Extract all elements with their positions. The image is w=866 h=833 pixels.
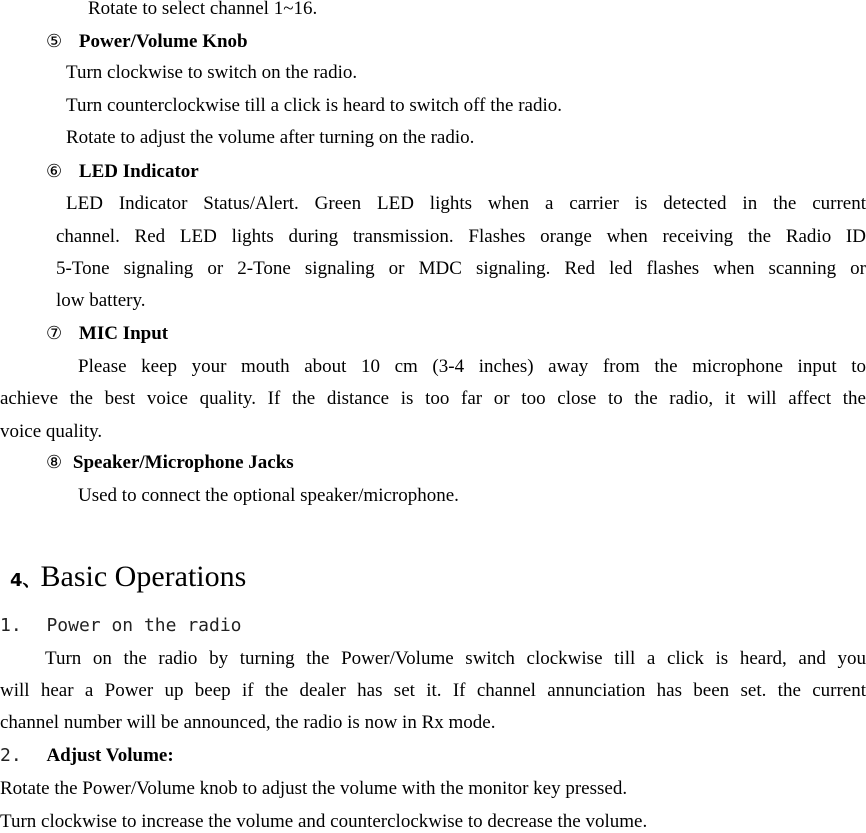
op-number: 1. [0, 615, 22, 636]
item-text-line: low battery. [56, 290, 146, 311]
item-title: MIC Input [78, 323, 169, 344]
section-heading [10, 560, 246, 598]
op-title: Power on the radio [46, 615, 242, 636]
item-number: ⑤ [46, 31, 63, 52]
intro-line: Rotate to select channel 1~16. [88, 0, 318, 19]
item-text-line: channel. Red LED lights during transmission. Flashes orange when receiving the Radio ID [56, 226, 866, 247]
item-title: Speaker/Microphone Jacks [72, 452, 294, 473]
item-heading-speaker-mic-jacks [46, 452, 294, 474]
item-text-line: Turn counterclockwise till a click is heard to switch off the radio. [66, 95, 562, 116]
item-text-line: voice quality. [0, 421, 103, 442]
item-title: Power/Volume Knob [78, 31, 248, 52]
item-number: ⑥ [46, 161, 63, 182]
op-text-line: Turn clockwise to increase the volume and counterclockwise to decrease the volume. [0, 811, 648, 832]
item-text-line: achieve the best voice quality. If the distance is too far or too close to the radio, it will affect the [0, 388, 866, 409]
op-text-line: channel number will be announced, the radio is now in Rx mode. [0, 712, 496, 733]
item-text-line: Please keep your mouth about 10 cm (3-4 inches) away from the microphone input to [78, 356, 866, 377]
op-text-line: will hear a Power up beep if the dealer has set it. If channel annunciation has been set. the current [0, 680, 866, 701]
item-text-line: Used to connect the optional speaker/microphone. [78, 485, 459, 506]
op-heading-adjust-volume [0, 745, 174, 767]
item-text-line: 5-Tone signaling or 2-Tone signaling or MDC signaling. Red led flashes when scanning or [56, 258, 866, 279]
item-number: ⑦ [46, 323, 63, 344]
op-text-line: Turn on the radio by turning the Power/Volume switch clockwise till a click is heard, and you [45, 648, 866, 669]
item-text-line: LED Indicator Status/Alert. Green LED lights when a carrier is detected in the current [66, 193, 866, 214]
item-number: ⑧ [46, 452, 63, 473]
op-heading-power-on [0, 615, 242, 637]
section-title: Basic Operations [40, 560, 247, 593]
op-number: 2. [0, 745, 22, 766]
item-heading-power-volume [46, 31, 248, 53]
item-heading-led-indicator [46, 161, 199, 183]
item-text-line: Rotate to adjust the volume after turning on the radio. [66, 127, 475, 148]
item-heading-mic-input [46, 323, 168, 345]
item-title: LED Indicator [78, 161, 199, 182]
op-title: Adjust Volume: [46, 745, 174, 766]
item-text-line: Turn clockwise to switch on the radio. [66, 62, 358, 83]
section-number: 4、 [10, 570, 41, 591]
op-text-line: Rotate the Power/Volume knob to adjust the volume with the monitor key pressed. [0, 778, 628, 799]
